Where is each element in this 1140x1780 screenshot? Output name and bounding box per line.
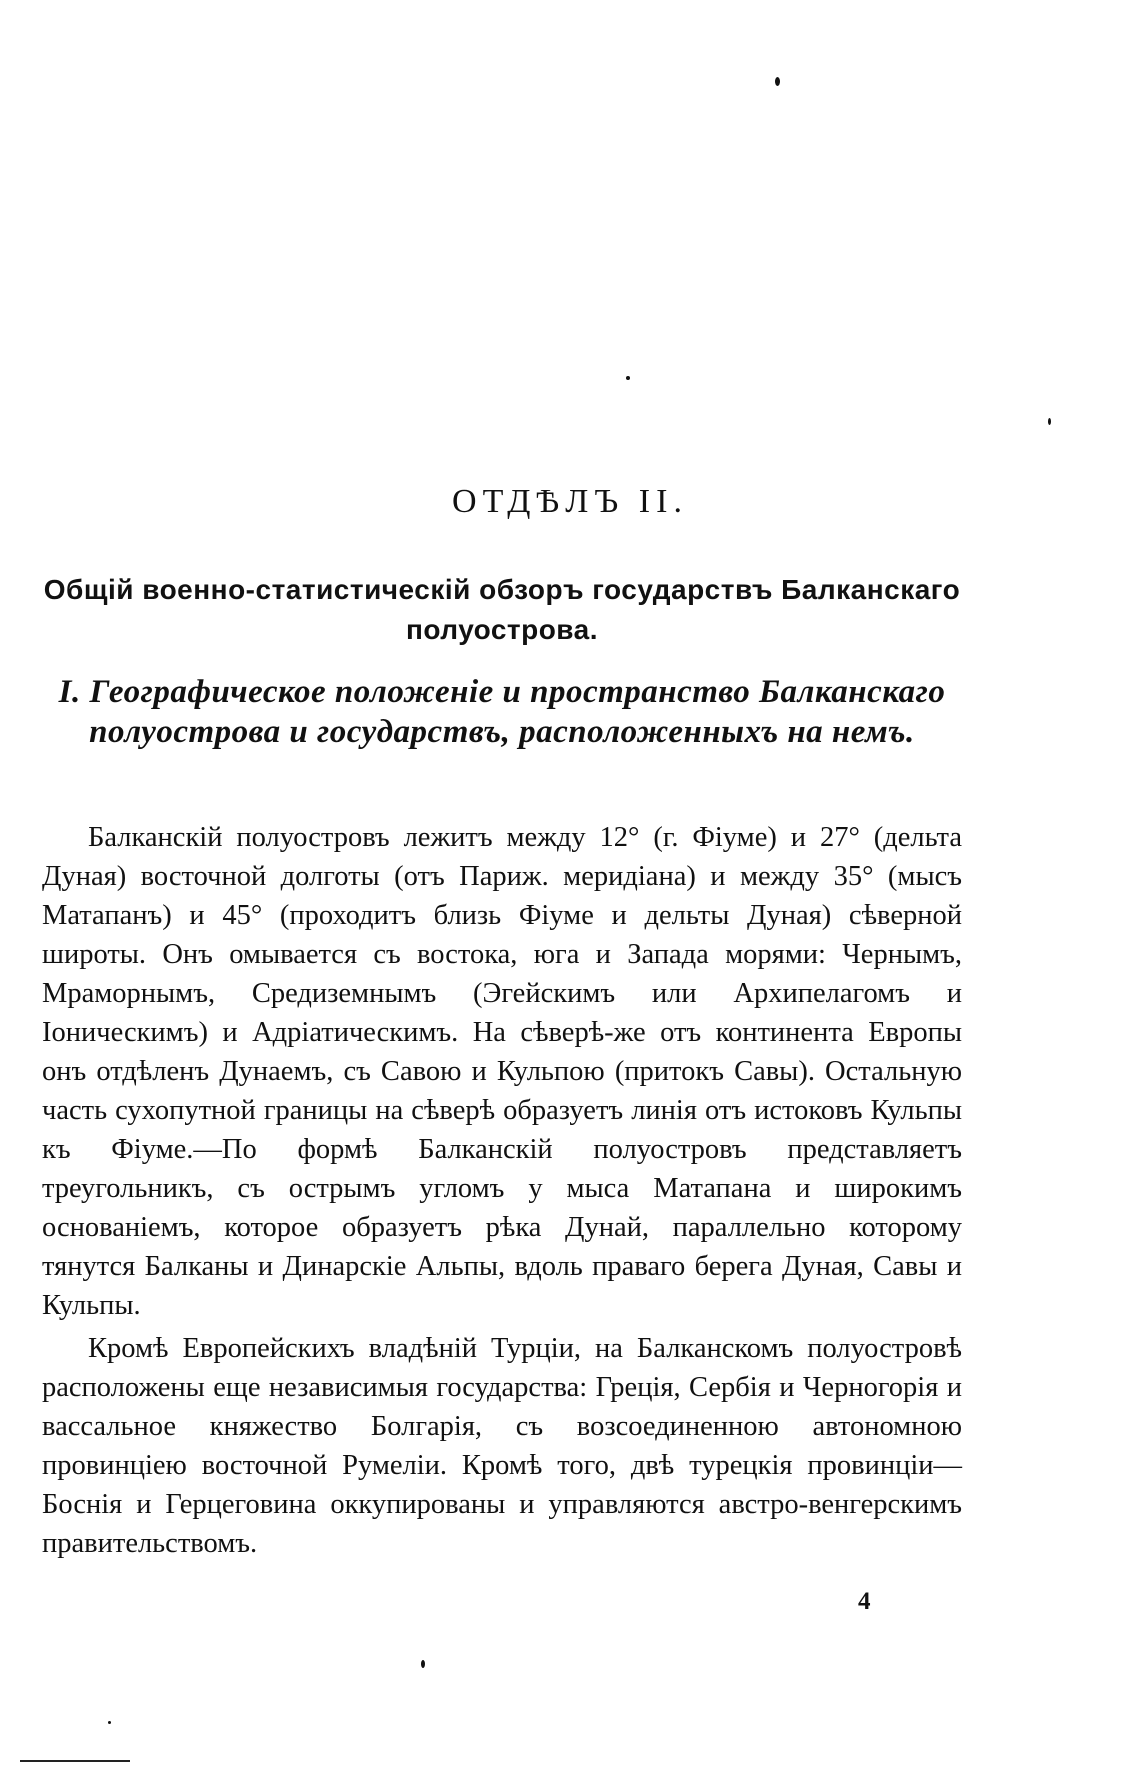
chapter-title: I. Географическое положеніе и пространство Балканскаго полуострова и государствъ, расположенныхъ на немъ. <box>58 674 946 750</box>
section-title: Общій военно-статистическій обзоръ государствъ Балканскаго полуострова. <box>43 574 961 645</box>
section-heading: ОТДѢЛЪ II. <box>452 483 688 520</box>
body-text <box>42 818 962 1563</box>
scan-speck <box>108 1721 111 1724</box>
footer-rule <box>20 1760 130 1762</box>
scan-speck <box>626 376 630 380</box>
scan-speck <box>1048 418 1051 425</box>
scan-speck <box>775 77 780 86</box>
paragraph: Балканскій полуостровъ лежитъ между 12° (г. Фіуме) и 27° (дельта Дуная) восточной долготы (отъ Париж. меридіана) и между 35° (мысъ Матапанъ) и 45° (проходитъ близь Фіуме и дельты Дуная) сѣверной широты. Онъ омывается съ востока, юга и Запада морями: Чернымъ, Мраморнымъ, Средиземнымъ (Эгейскимъ или Архипелагомъ и Іоническимъ) и Адріатическимъ. На сѣверѣ-же отъ континента Европы онъ отдѣленъ Дунаемъ, съ Савою и Кульпою (притокъ Савы). Остальную часть сухопутной границы на сѣверѣ образуетъ линія отъ истоковъ Кульпы къ Фіуме.—По формѣ Балканскій полуостровъ представляетъ треугольникъ, съ острымъ угломъ у мыса Матапана и широкимъ основаніемъ, которое образуетъ рѣка Дунай, параллельно которому тянутся Балканы и Динарскіе Альпы, вдоль праваго берега Дуная, Савы и Кульпы. <box>42 822 962 1321</box>
scan-speck <box>421 1660 425 1668</box>
page-number: 4 <box>858 1588 871 1615</box>
paragraph: Кромѣ Европейскихъ владѣній Турціи, на Балканскомъ полуостровѣ расположены еще независимыя государства: Греція, Сербія и Черногорія и вассальное княжество Болгарія, съ возсоединенною автономною провинціею восточной Румеліи. Кромѣ того, двѣ турецкія провинціи—Боснія и Герцеговина оккупированы и управляются австро-венгерскимъ правительствомъ. <box>42 1333 962 1559</box>
